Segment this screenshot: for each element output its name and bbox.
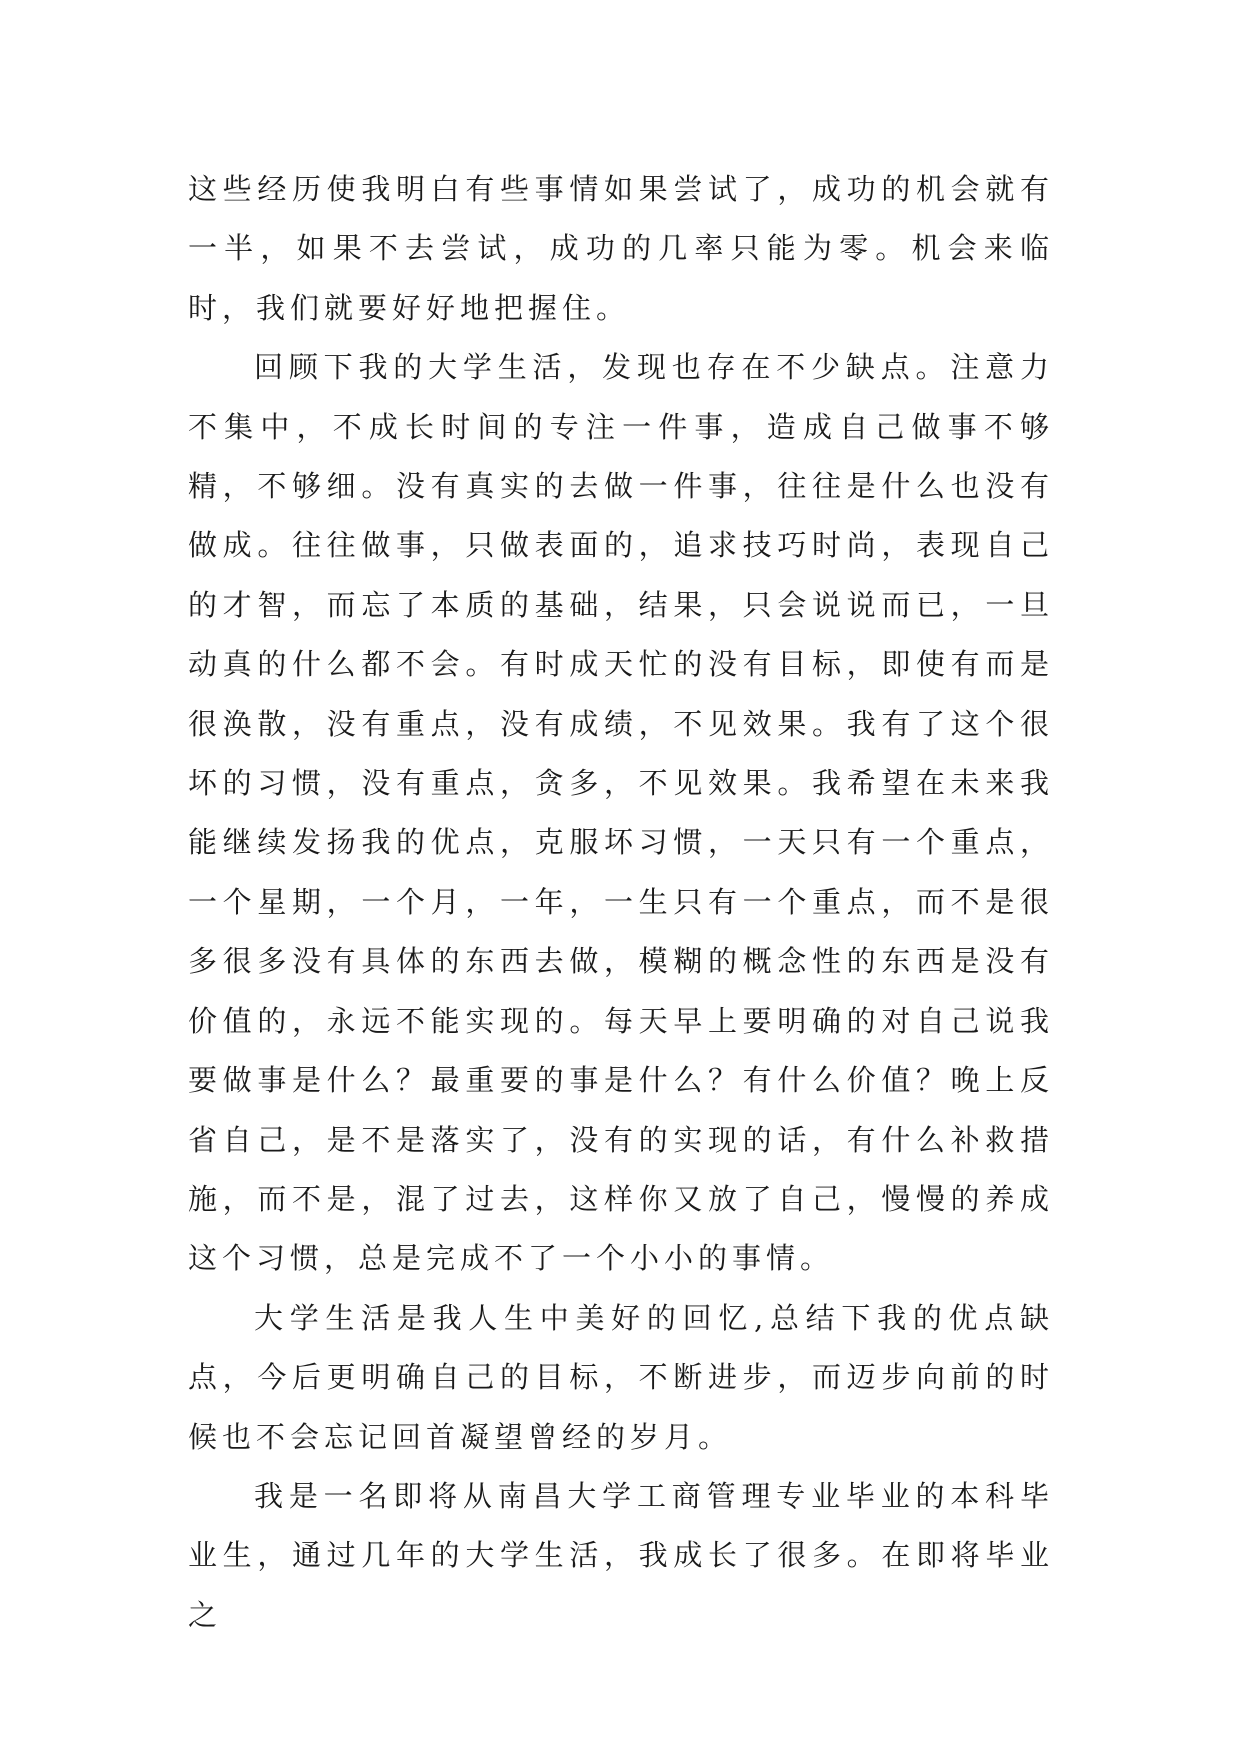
paragraph-4: 我是一名即将从南昌大学工商管理专业毕业的本科毕业生，通过几年的大学生活，我成长了很多。在即将毕业之 — [188, 1478, 1054, 1632]
paragraph-2: 回顾下我的大学生活，发现也存在不少缺点。注意力不集中，不成长时间的专注一件事，造成自己做事不够精，不够细。没有真实的去做一件事，往往是什么也没有做成。往往做事，只做表面的，追求技巧时尚，表现自己的才智，而忘了本质的基础，结果，只会说说而已，一旦动真的什么都不会。有时成天忙的没有目标，即使有而是很涣散，没有重点，没有成绩，不见效果。我有了这个很坏的习惯，没有重点，贪多，不见效果。我希望在未来我能继续发扬我的优点，克服坏习惯，一天只有一个重点，一个星期，一个月，一年，一生只有一个重点，而不是很多很多没有具体的东西去做，模糊的概念性的东西是没有价值的，永远不能实现的。每天早上要明确的对自己说我要做事是什么？最重要的事是什么？有什么价值？晚上反省自己，是不是落实了，没有的实现的话，有什么补救措施，而不是，混了过去，这样你又放了自己，慢慢的养成这个习惯，总是完成不了一个小小的事情。 — [188, 350, 1054, 1276]
paragraph-1: 这些经历使我明白有些事情如果尝试了，成功的机会就有一半，如果不去尝试，成功的几率只能为零。机会来临时，我们就要好好地把握住。 — [188, 172, 1054, 325]
document-body — [188, 160, 1054, 1645]
paragraph-3: 大学生活是我人生中美好的回忆,总结下我的优点缺点，今后更明确自己的目标，不断进步，而迈步向前的时候也不会忘记回首凝望曾经的岁月。 — [188, 1300, 1054, 1454]
